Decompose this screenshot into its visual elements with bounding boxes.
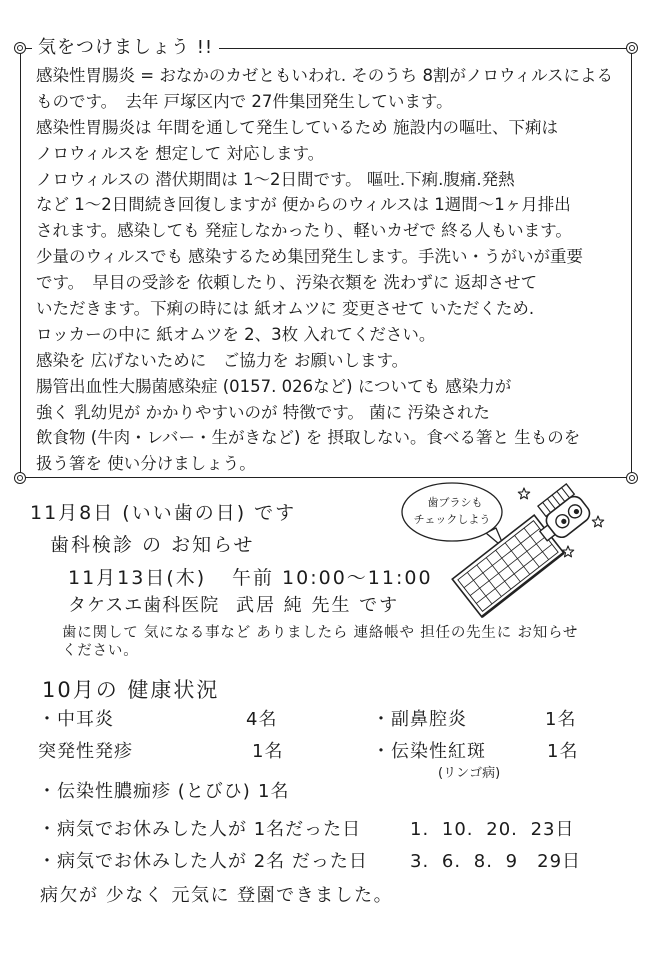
dentist-name: 武居 純 先生 です <box>236 595 400 616</box>
notice-line: 強く 乳幼児が かかりやすいのが 特徴です。 菌に 汚染された <box>36 402 490 422</box>
star-icon <box>518 488 529 499</box>
condition-name: 突発性発疹 <box>38 741 133 762</box>
notice-body <box>36 63 626 477</box>
clinic-name: タケスエ歯科医院 <box>68 595 220 616</box>
condition-name: ・副鼻腔炎 <box>372 709 467 730</box>
double-circle-icon <box>14 42 26 54</box>
notice-line: ロッカーの中に 紙オムツを 2、3枚 入れてください。 <box>36 324 436 344</box>
double-circle-icon <box>14 472 26 484</box>
bubble-text: 歯ブラシも <box>427 496 483 509</box>
absence-label: ・病気でお休みした人が 1名だった日 <box>38 819 362 840</box>
dental-checkup-title: 歯科検診 の お知らせ <box>50 534 255 556</box>
double-circle-icon <box>626 472 638 484</box>
dental-note <box>62 624 578 660</box>
health-status-title: 10月の 健康状況 <box>42 678 220 702</box>
health-summary: 病欠が 少なく 元気に 登園できました。 <box>40 885 394 906</box>
condition-name: ・伝染性紅斑 <box>372 741 486 762</box>
dental-note-line: ください。 <box>62 643 139 659</box>
condition-count: 1名 <box>545 709 577 730</box>
condition-count: 1名 <box>252 741 284 762</box>
absence-label: ・病気でお休みした人が 2名 だった日 <box>38 851 368 872</box>
dental-day-heading: 11月8日 (いい歯の日) です <box>30 502 297 524</box>
bubble-text: チェックしよう <box>413 513 491 526</box>
condition-count: 1名 <box>547 741 579 762</box>
condition-note: (リンゴ病) <box>438 766 501 781</box>
notice-line: 少量のウィルスでも 感染するため集団発生します。手洗い・うがいが重要 <box>36 247 583 267</box>
toothbrush-character-icon <box>392 472 608 620</box>
notice-line: 感染性胃腸炎 = おなかのカゼともいわれ. そのうち 8割がノロウィルスによる <box>36 66 614 85</box>
condition-count: 1名 <box>258 781 290 802</box>
notice-line: ものです。 去年 戸塚区内で 27件集団発生しています。 <box>36 91 453 111</box>
condition-count: 4名 <box>246 709 278 730</box>
star-icon <box>562 546 573 557</box>
notice-line: など 1～2日間続き回復しますが 便からのウィルスは 1週間～1ヶ月排出 <box>36 195 571 215</box>
double-circle-icon <box>626 42 638 54</box>
notice-title: 気をつけましょう !! <box>32 35 219 61</box>
speech-bubble-icon <box>402 483 502 541</box>
checkup-date: 11月13日(木) <box>68 567 207 589</box>
notice-line: 感染を 広げないために ご協力を お願いします。 <box>36 350 409 370</box>
notice-line: 感染性胃腸炎は 年間を通して発生しているため 施設内の嘔吐、下痢は <box>36 117 558 137</box>
notice-line: ノロウィルスの 潜伏期間は 1～2日間です。 嘔吐.下痢.腹痛.発熱 <box>36 169 515 189</box>
notice-line: ノロウィルスを 想定して 対応します。 <box>36 143 325 163</box>
notice-line: いただきます。下痢の時には 紙オムツに 変更させて いただくため. <box>36 299 535 319</box>
condition-name: ・伝染性膿痂疹 (とびひ) <box>38 781 251 802</box>
star-icon <box>592 516 603 527</box>
dental-note-line: 歯に関して 気になる事など ありましたら 連絡帳や 担任の先生に お知らせ <box>62 625 579 641</box>
notice-line: 飲食物 (牛肉・レバー・生がきなど) を 摂取しない。食べる箸と 生ものを <box>36 428 581 448</box>
absence-days: 1. 10. 20. 23日 <box>410 819 575 840</box>
absence-days: 3. 6. 8. 9 29日 <box>410 851 582 872</box>
checkup-time: 午前 10:00～11:00 <box>232 567 433 589</box>
condition-name: ・中耳炎 <box>38 709 114 730</box>
notice-line: です。 早目の受診を 依頼したり、汚染衣類を 洗わずに 返却させて <box>36 273 538 293</box>
notice-line: 腸管出血性大腸菌感染症 (0157. 026など) についても 感染力が <box>36 376 512 396</box>
notice-line: されます。感染しても 発症しなかったり、軽いカゼで 終る人もいます。 <box>36 221 572 241</box>
notice-line: 扱う箸を 使い分けましょう。 <box>36 454 256 474</box>
